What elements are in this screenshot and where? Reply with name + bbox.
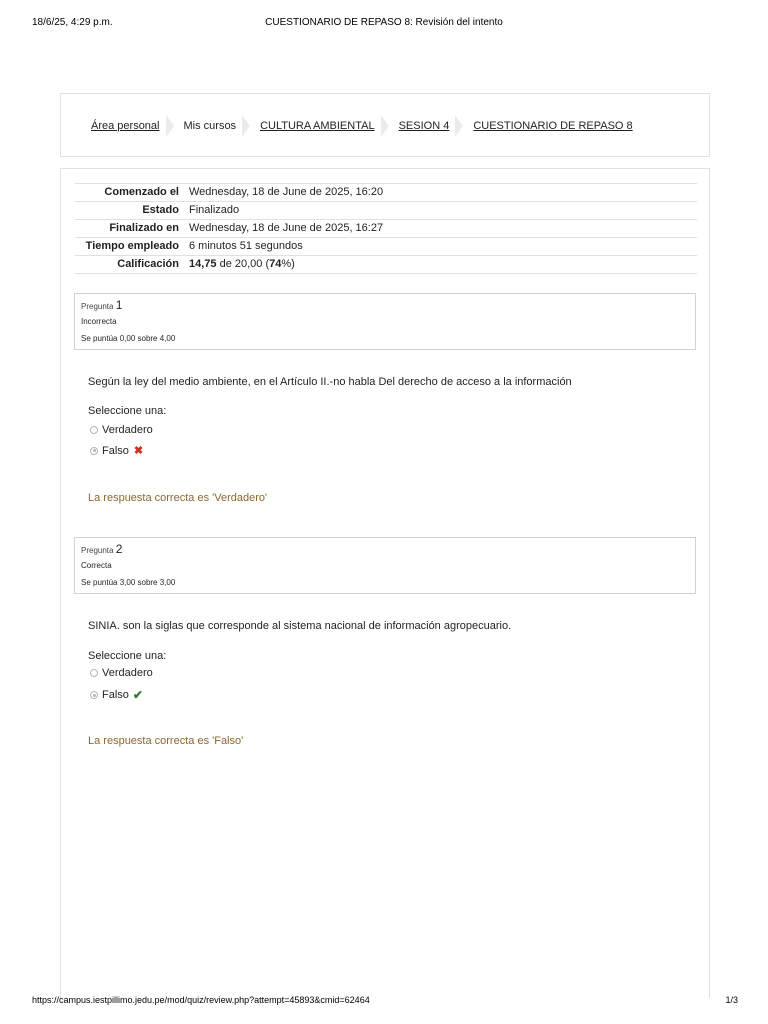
breadcrumb-separator-icon bbox=[455, 115, 465, 137]
summary-label: Comenzado el bbox=[75, 184, 185, 202]
summary-row-grade bbox=[75, 256, 697, 274]
breadcrumb-separator-icon bbox=[166, 115, 176, 137]
breadcrumb-container bbox=[60, 93, 710, 157]
print-datetime: 18/6/25, 4:29 p.m. bbox=[32, 17, 113, 28]
check-icon: ✔ bbox=[132, 688, 143, 702]
answer-prompt: Seleccione una: bbox=[88, 405, 167, 417]
answer-option-verdadero[interactable] bbox=[90, 667, 153, 679]
breadcrumb-section[interactable]: SESION 4 bbox=[398, 120, 450, 132]
question-label: Pregunta bbox=[81, 302, 114, 311]
answer-option-verdadero[interactable] bbox=[90, 424, 153, 436]
option-label: Falso bbox=[102, 689, 129, 701]
question-grade: Se puntúa 0,00 sobre 4,00 bbox=[81, 334, 176, 343]
summary-row-finished bbox=[75, 220, 697, 238]
option-label: Verdadero bbox=[102, 424, 153, 436]
breadcrumb bbox=[91, 94, 633, 158]
radio-button-checked[interactable] bbox=[90, 691, 98, 699]
radio-button[interactable] bbox=[90, 426, 98, 434]
summary-label: Finalizado en bbox=[75, 220, 185, 238]
question-number bbox=[81, 542, 122, 556]
summary-value: Wednesday, 18 de June de 2025, 16:27 bbox=[185, 220, 697, 238]
correct-answer-feedback: La respuesta correcta es 'Falso' bbox=[88, 735, 244, 747]
breadcrumb-quiz[interactable]: CUESTIONARIO DE REPASO 8 bbox=[473, 120, 633, 132]
print-page-number: 1/3 bbox=[725, 995, 738, 1005]
grade-percent: 74 bbox=[269, 258, 282, 270]
question-info-box bbox=[74, 293, 696, 350]
breadcrumb-area-personal[interactable]: Área personal bbox=[91, 120, 160, 132]
summary-label: Tiempo empleado bbox=[75, 238, 185, 256]
question-grade: Se puntúa 3,00 sobre 3,00 bbox=[81, 578, 176, 587]
attempt-summary-table bbox=[75, 183, 697, 274]
summary-row-time bbox=[75, 238, 697, 256]
breadcrumb-course[interactable]: CULTURA AMBIENTAL bbox=[260, 120, 375, 132]
grade-of: de 20,00 ( bbox=[219, 258, 270, 270]
breadcrumb-mis-cursos: Mis cursos bbox=[183, 120, 237, 132]
question-state: Correcta bbox=[81, 561, 112, 570]
summary-row-started bbox=[75, 184, 697, 202]
grade-tail: %) bbox=[281, 258, 295, 270]
grade-score: 14,75 bbox=[189, 258, 217, 270]
question-text: Según la ley del medio ambiente, en el Artículo II.-no habla Del derecho de acceso a la información bbox=[88, 376, 572, 388]
option-label: Verdadero bbox=[102, 667, 153, 679]
question-info-box bbox=[74, 537, 696, 594]
radio-button[interactable] bbox=[90, 669, 98, 677]
summary-row-state bbox=[75, 202, 697, 220]
print-url: https://campus.iestpillimo.jedu.pe/mod/quiz/review.php?attempt=45893&cmid=62464 bbox=[32, 995, 370, 1005]
question-number-value: 2 bbox=[115, 542, 123, 556]
summary-value: Finalizado bbox=[185, 202, 697, 220]
breadcrumb-separator-icon bbox=[381, 115, 391, 137]
summary-value: 6 minutos 51 segundos bbox=[185, 238, 697, 256]
summary-label: Estado bbox=[75, 202, 185, 220]
summary-value bbox=[185, 256, 697, 274]
print-doc-title: CUESTIONARIO DE REPASO 8: Revisión del intento bbox=[265, 17, 503, 28]
question-state: Incorrecta bbox=[81, 317, 117, 326]
print-footer bbox=[32, 995, 738, 1009]
correct-answer-feedback: La respuesta correcta es 'Verdadero' bbox=[88, 492, 268, 504]
option-label: Falso bbox=[102, 444, 129, 457]
summary-label: Calificación bbox=[75, 256, 185, 274]
question-number bbox=[81, 298, 122, 312]
summary-value: Wednesday, 18 de June de 2025, 16:20 bbox=[185, 184, 697, 202]
answer-option-falso[interactable] bbox=[90, 444, 143, 457]
answer-option-falso[interactable] bbox=[90, 688, 143, 702]
question-number-value: 1 bbox=[115, 298, 123, 312]
breadcrumb-separator-icon bbox=[242, 115, 252, 137]
question-text: SINIA. son la siglas que corresponde al sistema nacional de información agropecuario. bbox=[88, 620, 512, 632]
answer-prompt: Seleccione una: bbox=[88, 650, 167, 662]
radio-button-checked[interactable] bbox=[90, 447, 98, 455]
question-label: Pregunta bbox=[81, 546, 114, 555]
times-icon: ✖ bbox=[133, 445, 144, 457]
print-header bbox=[32, 17, 736, 31]
